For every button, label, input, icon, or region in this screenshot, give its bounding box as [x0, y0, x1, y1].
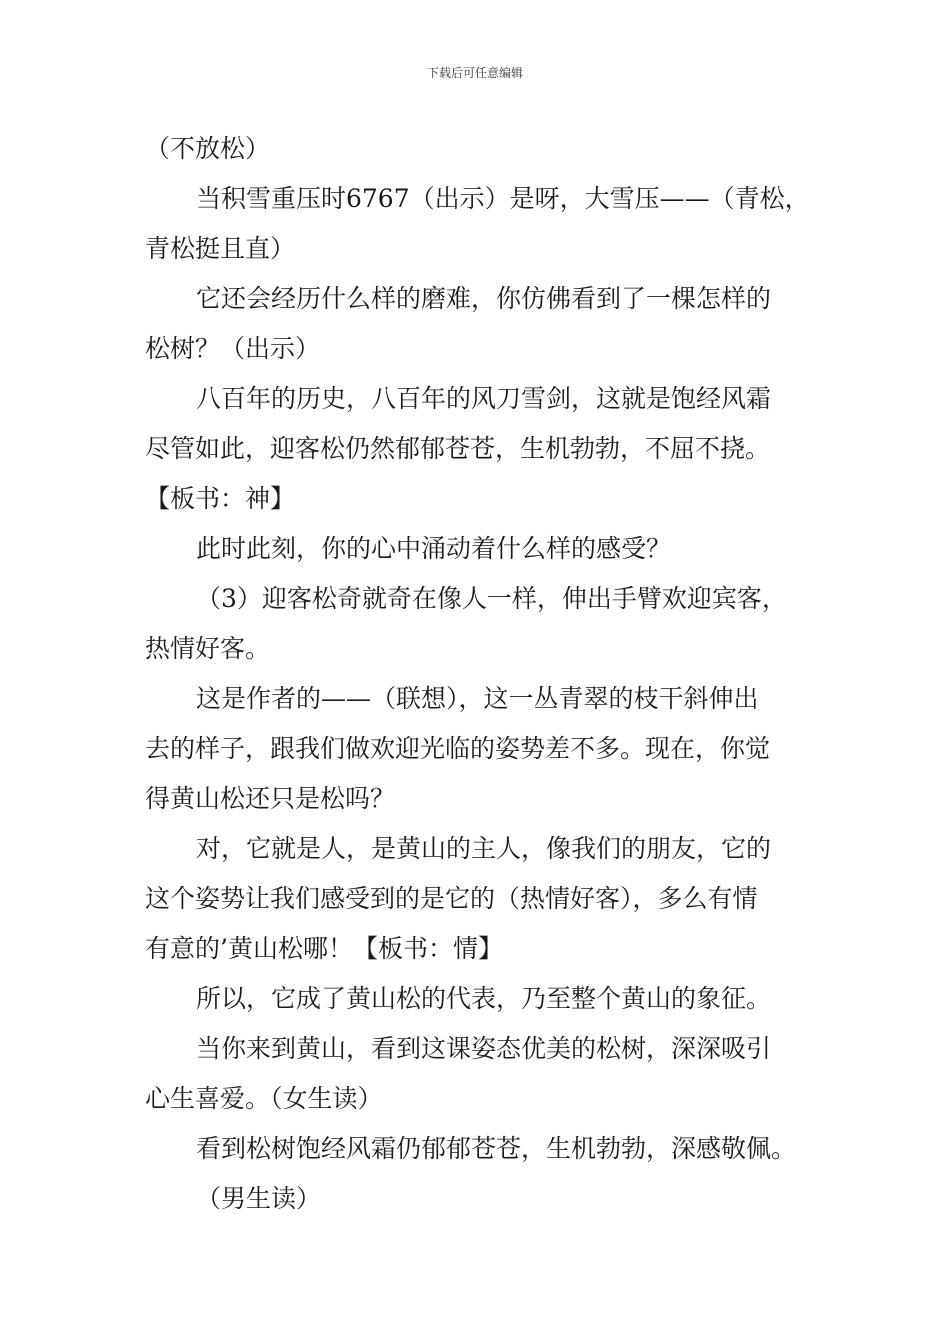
text-line: 八百年的历史，八百年的风刀雪剑，这就是饱经风霜: [196, 384, 772, 413]
page-header: 下载后可任意编辑: [426, 66, 523, 80]
text-line: 热情好客。: [145, 634, 271, 663]
text-line: （男生读）: [196, 1184, 322, 1213]
text-line: 对，它就是人，是黄山的主人，像我们的朋友，它的: [196, 834, 772, 863]
text-line: 此时此刻，你的心中涌动着什么样的感受？: [196, 534, 672, 563]
text-line: 得黄山松还只是松吗？: [145, 784, 396, 813]
text-line: 所以，它成了黄山松的代表，乃至整个黄山的象征。: [196, 984, 772, 1013]
text-line: 看到松树饱经风霜仍郁郁苍苍，生机勃勃，深感敬佩。: [196, 1134, 797, 1163]
text-line: 它还会经历什么样的磨难，你仿佛看到了一棵怎样的: [196, 284, 772, 313]
text-line: 当你来到黄山，看到这课姿态优美的松树，深深吸引: [196, 1034, 772, 1063]
text-line: 尽管如此，迎客松仍然郁郁苍苍，生机勃勃，不屈不挠。: [145, 434, 771, 463]
text-line: 当积雪重压时6767（出示）是呀，大雪压——（青松，: [196, 184, 810, 213]
text-line: 这是作者的——（联想），这一丛青翠的枝干斜伸出: [196, 684, 759, 713]
text-line: （不放松）: [145, 134, 271, 163]
text-line: 这个姿势让我们感受到的是它的（热情好客），多么有情: [145, 884, 758, 913]
text-line: 【板书：神】: [145, 484, 296, 513]
text-line: 心生喜爱。（女生读）: [145, 1084, 383, 1113]
text-line: 有意的’黄山松哪！【板书：情】: [145, 934, 503, 963]
text-line: 松树？（出示）: [145, 334, 321, 363]
text-line: 青松挺且直）: [145, 234, 296, 263]
text-line: 去的样子，跟我们做欢迎光临的姿势差不多。现在，你觉: [145, 734, 771, 763]
text-line: （3）迎客松奇就奇在像人一样，伸出手臂欢迎宾客，: [196, 584, 787, 613]
